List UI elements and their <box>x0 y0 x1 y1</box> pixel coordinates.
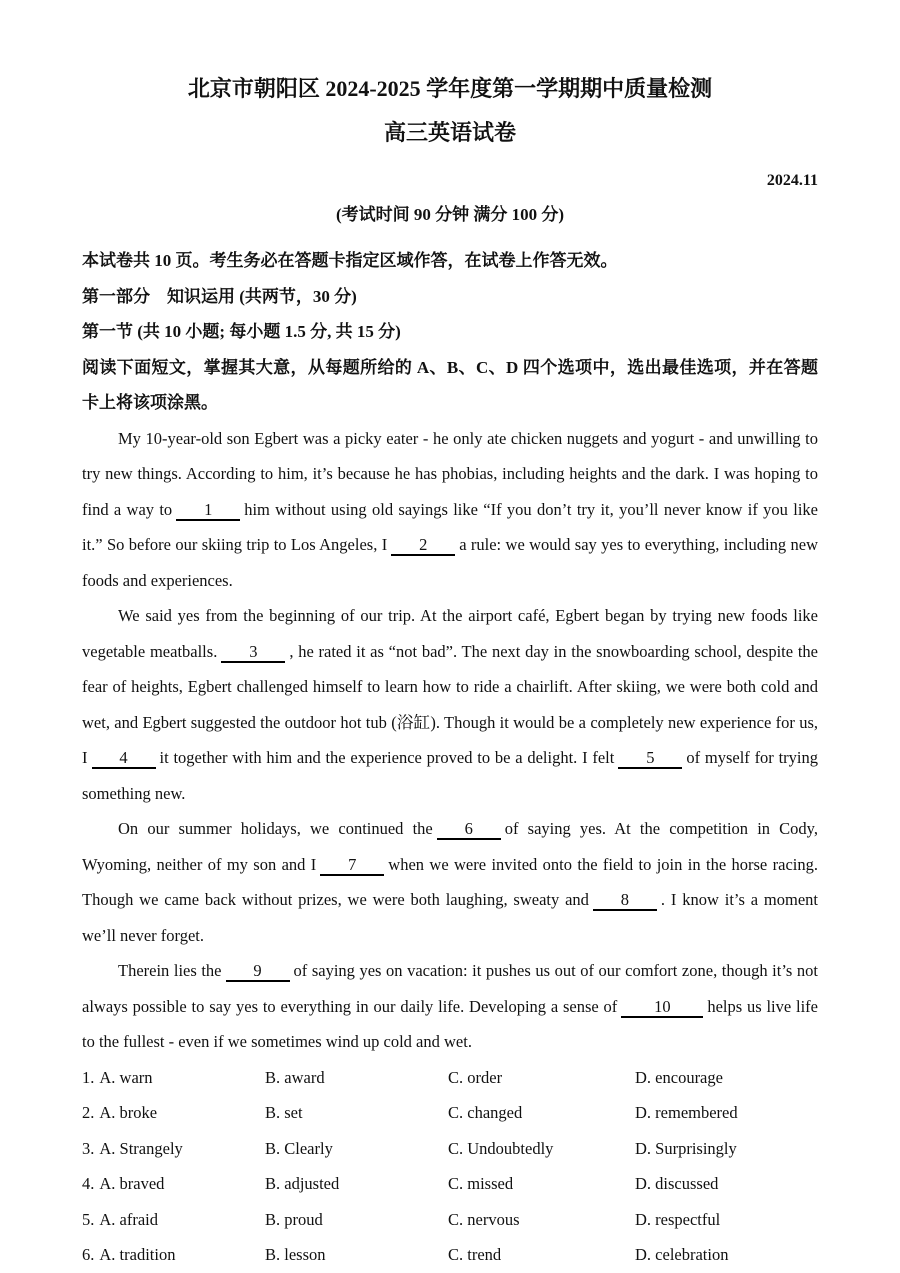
option-b: B. Clearly <box>265 1138 333 1158</box>
option-c: C. order <box>448 1067 503 1087</box>
passage-paragraph-3 <box>82 811 818 953</box>
cloze-blank-7: 7 <box>320 855 384 876</box>
question-row-5 <box>82 1202 818 1238</box>
text-segment: of myself for trying something new. <box>82 748 819 803</box>
option-c: C. missed <box>448 1174 514 1193</box>
option-a-label: A. broke <box>99 1103 158 1122</box>
option-b: B. adjusted <box>265 1174 340 1193</box>
cloze-blank-6: 6 <box>437 819 501 840</box>
option-d: D. Surprisingly <box>635 1138 737 1158</box>
question-number: 6. <box>82 1245 95 1264</box>
option-d: D. celebration <box>635 1245 729 1264</box>
cloze-blank-8: 8 <box>593 890 657 911</box>
text-segment: Therein lies the <box>118 961 222 980</box>
cloze-blank-5: 5 <box>618 748 682 769</box>
question-row-3 <box>82 1131 818 1167</box>
exam-date: 2024.11 <box>766 172 818 189</box>
option-a-label: A. afraid <box>99 1209 159 1229</box>
option-a <box>82 1060 265 1096</box>
question-row-2 <box>82 1095 818 1131</box>
text-segment: of saying yes. At the competition in Cody, Wyoming, neither of my son and I <box>82 819 818 874</box>
text-segment: . I know it’s a moment we’ll never forget. <box>82 890 818 945</box>
question-row-6 <box>82 1237 818 1273</box>
cloze-instruction: 阅读下面短文，掌握其大意，从每题所给的 A、B、C、D 四个选项中，选出最佳选项，并在答题卡上将该项涂黑。 <box>82 357 818 412</box>
cloze-blank-3: 3 <box>221 642 285 663</box>
text-segment: My 10-year-old son Egbert was a picky eater - he only ate chicken nuggets and yogurt - and unwilling to try new things. According to him, it’s because he has phobias, including heights and the dark. I was hoping to find a way to <box>82 428 818 519</box>
page-subtitle: 高三英语试卷 <box>383 120 516 145</box>
passage-paragraph-4 <box>82 953 818 1060</box>
cloze-blank-1: 1 <box>176 500 240 521</box>
question-number: 1. <box>82 1067 95 1087</box>
multiple-choice-options <box>82 1060 818 1273</box>
cloze-blank-4: 4 <box>92 748 156 769</box>
option-a <box>82 1237 265 1273</box>
option-b: B. lesson <box>265 1245 326 1264</box>
option-c: C. trend <box>448 1245 502 1264</box>
option-b: B. set <box>265 1103 303 1122</box>
option-a <box>82 1166 265 1202</box>
option-b: B. award <box>265 1067 325 1087</box>
passage-paragraph-1 <box>82 421 818 599</box>
option-c: C. changed <box>448 1103 523 1122</box>
question-row-1 <box>82 1060 818 1096</box>
cloze-blank-2: 2 <box>391 535 455 556</box>
option-d: D. encourage <box>635 1067 723 1087</box>
text-segment: when we were invited onto the field to join in the horse racing. Though we came back without prizes, we were both laughing, sweaty and <box>82 854 818 909</box>
text-segment: , he rated it as “not bad”. The next day in the snowboarding school, despite the fear of heights, Egbert challenged himself to learn how to ride a chairlift. After skiing, we were both cold and wet, and Egbert suggested the outdoor hot tub (浴缸). Though it would be a completely new experience for us, I <box>82 641 818 767</box>
option-a-label: A. tradition <box>99 1245 176 1264</box>
page-title: 北京市朝阳区 2024-2025 学年度第一学期期中质量检测 <box>187 76 713 101</box>
option-a <box>82 1095 265 1131</box>
option-b: B. proud <box>265 1209 323 1229</box>
text-segment: him without using old sayings like “If you don’t try it, you’ll never know if you like it.” So before our skiing trip to Los Angeles, I <box>82 499 818 554</box>
option-a <box>82 1202 265 1238</box>
cloze-blank-10: 10 <box>621 997 703 1018</box>
option-a-label: A. braved <box>99 1174 165 1193</box>
question-number: 2. <box>82 1103 95 1122</box>
text-segment: a rule: we would say yes to everything, including new foods and experiences. <box>82 535 818 590</box>
text-segment: On our summer holidays, we continued the <box>118 819 433 838</box>
question-number: 3. <box>82 1138 95 1158</box>
option-a-label: A. warn <box>99 1067 153 1087</box>
passage-paragraph-2 <box>82 598 818 811</box>
option-c: C. nervous <box>448 1209 520 1229</box>
question-row-4 <box>82 1166 818 1202</box>
text-segment: of saying yes on vacation: it pushes us out of our comfort zone, though it’s not always possible to say yes to everything in our daily life. Developing a sense of <box>82 961 818 1016</box>
text-segment: We said yes from the beginning of our trip. At the airport café, Egbert began by trying new foods like vegetable meatballs. <box>82 606 818 661</box>
cloze-passage <box>82 421 818 1060</box>
option-d: D. discussed <box>635 1174 719 1193</box>
option-d: D. respectful <box>635 1209 721 1229</box>
question-number: 4. <box>82 1174 95 1193</box>
option-c: C. Undoubtedly <box>448 1138 554 1158</box>
question-number: 5. <box>82 1209 95 1229</box>
option-a-label: A. Strangely <box>99 1138 183 1158</box>
text-segment: it together with him and the experience proved to be a delight. I felt <box>159 748 615 767</box>
option-a <box>82 1131 265 1167</box>
answer-sheet-notice: 本试卷共 10 页。考生务必在答题卡指定区域作答，在试卷上作答无效。 <box>82 251 618 270</box>
cloze-blank-9: 9 <box>226 961 290 982</box>
part-one-heading: 第一部分 知识运用 (共两节，30 分) <box>82 286 357 306</box>
section-one-heading: 第一节 (共 10 小题; 每小题 1.5 分, 共 15 分) <box>82 322 401 341</box>
text-segment: helps us live life to the fullest - even if we sometimes wind up cold and wet. <box>82 996 818 1051</box>
option-d: D. remembered <box>635 1103 738 1122</box>
exam-duration-score: (考试时间 90 分钟 满分 100 分) <box>335 205 565 224</box>
